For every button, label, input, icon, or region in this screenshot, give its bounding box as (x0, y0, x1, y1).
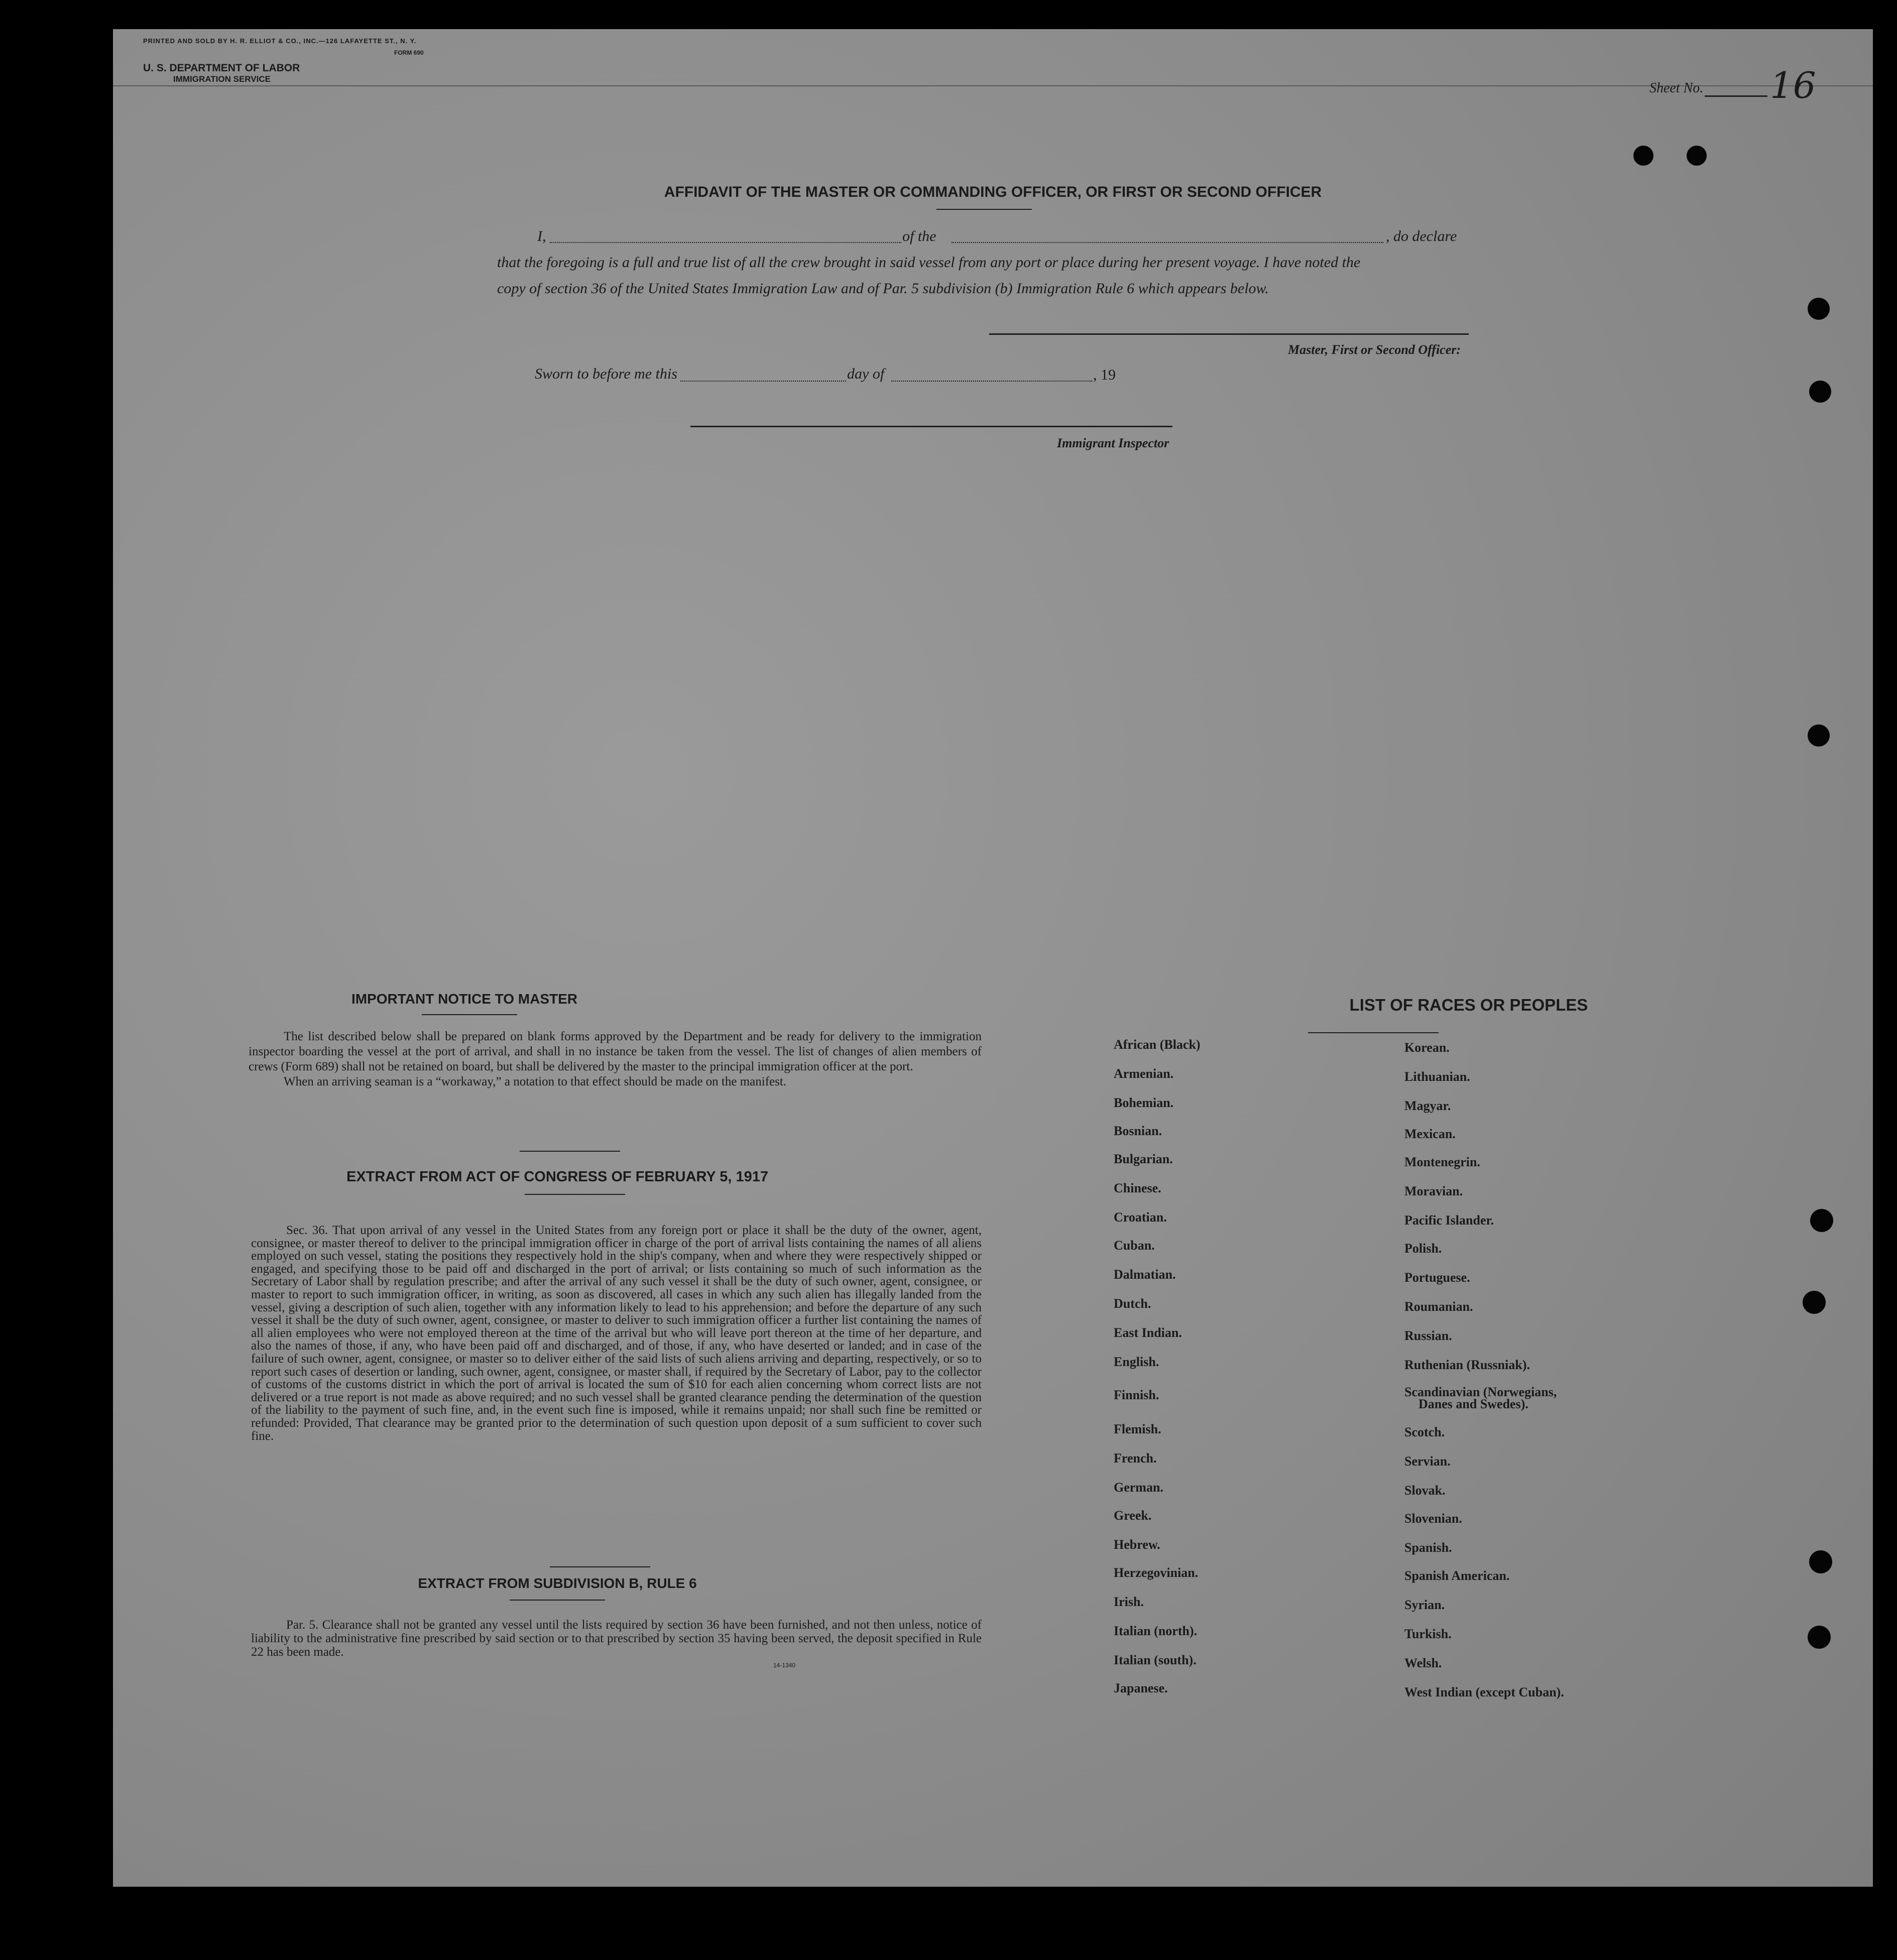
punch-hole (1808, 298, 1830, 320)
race-item: Spanish American. (1404, 1568, 1510, 1583)
race-item: Syrian. (1404, 1598, 1445, 1612)
race-item: Finnish. (1114, 1388, 1159, 1402)
header-divider (113, 85, 1873, 86)
race-item: Cuban. (1114, 1238, 1155, 1253)
race-item: Lithuanian. (1404, 1069, 1470, 1084)
officer-signature-label: Master, First or Second Officer: (1288, 342, 1461, 357)
form-number: FORM 690 (394, 49, 424, 56)
race-item: Ruthenian (Russniak). (1404, 1358, 1530, 1372)
race-item: Moravian. (1404, 1184, 1463, 1198)
punch-hole (1809, 1550, 1832, 1573)
service-name: IMMIGRATION SERVICE (173, 74, 271, 84)
race-item: Portuguese. (1404, 1270, 1470, 1285)
race-item: Herzegovinian. (1114, 1565, 1199, 1580)
sheet-label: Sheet No. (1649, 80, 1704, 96)
race-item: Servian. (1404, 1454, 1451, 1468)
race-item: Irish. (1114, 1595, 1144, 1609)
race-item: Pacific Islander. (1404, 1213, 1494, 1228)
sheet-number-line (1705, 95, 1767, 97)
race-item: Armenian. (1114, 1066, 1174, 1081)
race-item: African (Black) (1114, 1037, 1201, 1052)
race-item: Bohemian. (1114, 1095, 1174, 1110)
race-item: Croatian. (1114, 1210, 1167, 1224)
race-item: Montenegrin. (1404, 1155, 1480, 1169)
race-item: Russian. (1404, 1328, 1452, 1343)
congress-underline (525, 1194, 625, 1195)
race-item: Scandinavian (Norwegians, (1404, 1385, 1557, 1399)
inspector-signature-line (690, 426, 1172, 427)
notice-title: IMPORTANT NOTICE TO MASTER (351, 991, 578, 1007)
races-list-title: LIST OF RACES OR PEOPLES (1349, 996, 1588, 1014)
races-underline (1308, 1032, 1439, 1033)
officer-signature-line (989, 333, 1469, 335)
punch-hole (1809, 381, 1831, 403)
race-item: Korean. (1404, 1040, 1450, 1055)
race-item: West Indian (except Cuban). (1404, 1685, 1564, 1699)
race-item: Chinese. (1114, 1181, 1161, 1195)
affidavit-do-declare: , do declare (1386, 228, 1457, 244)
day-blank (680, 381, 846, 382)
notice-underline (422, 1014, 517, 1015)
race-item: Turkish. (1404, 1627, 1452, 1641)
document-page (113, 29, 1873, 1887)
punch-hole (1810, 1209, 1833, 1232)
notice-body (249, 1029, 982, 1089)
race-item: Roumanian. (1404, 1299, 1473, 1314)
race-item: Japanese. (1114, 1681, 1168, 1695)
affidavit-line-3: copy of section 36 of the United States Immigration Law and of Par. 5 subdivision (b) Immigration Rule 6 which appears below. (497, 280, 1269, 297)
notice-paragraph-1: The list described below shall be prepared on blank forms approved by the Department and be ready for delivery to the immigration inspector boarding the vessel at the port of arrival, and shall in no instance be taken from the vessel. The list of changes of alien members of crews (Form 689) shall not be retained on board, but shall be delivered by the master to the principal immigration officer at the port. (249, 1030, 982, 1073)
sheet-number-handwritten: 16 (1770, 64, 1816, 106)
year-text: , 19 (1093, 366, 1116, 383)
race-item: Greek. (1114, 1508, 1152, 1523)
race-item: Bosnian. (1114, 1124, 1162, 1138)
race-item: French. (1114, 1451, 1157, 1465)
race-item: Welsh. (1404, 1656, 1442, 1670)
affidavit-title: AFFIDAVIT OF THE MASTER OR COMMANDING OFFICER, OR FIRST OR SECOND OFFICER (664, 184, 1322, 200)
race-item: Mexican. (1404, 1127, 1456, 1141)
day-of-text: day of (847, 365, 885, 382)
month-blank (891, 381, 1092, 382)
name-blank (550, 242, 901, 243)
race-item: East Indian. (1114, 1325, 1182, 1340)
rule6-underline (510, 1600, 605, 1601)
punch-hole (1633, 146, 1653, 166)
race-item: Bulgarian. (1114, 1152, 1173, 1166)
race-item: Spanish. (1404, 1540, 1452, 1555)
race-item: Flemish. (1114, 1422, 1161, 1436)
race-item: Italian (north). (1114, 1624, 1198, 1638)
notice-paragraph-2: When an arriving seaman is a “workaway,” a notation to that effect should be made on the manifest. (284, 1075, 787, 1088)
vessel-blank (952, 242, 1383, 243)
race-item: Scotch. (1404, 1425, 1445, 1439)
affidavit-i: I, (537, 228, 546, 244)
punch-hole (1808, 724, 1830, 747)
affidavit-line-2: that the foregoing is a full and true list of all the crew brought in said vessel from any port or place during her present voyage. I have noted the (497, 254, 1361, 271)
inspector-label: Immigrant Inspector (1057, 436, 1169, 450)
punch-hole (1803, 1291, 1826, 1314)
race-item: Dutch. (1114, 1296, 1151, 1311)
race-item: Danes and Swedes). (1418, 1397, 1528, 1411)
race-item: Magyar. (1404, 1098, 1451, 1113)
punch-hole (1808, 1626, 1831, 1649)
race-item: Polish. (1404, 1241, 1442, 1256)
race-item: Italian (south). (1114, 1653, 1197, 1667)
race-item: Slovak. (1404, 1483, 1446, 1498)
race-item: Dalmatian. (1114, 1267, 1176, 1282)
race-item: German. (1114, 1480, 1163, 1495)
section-divider (550, 1566, 650, 1567)
affidavit-of-the: of the (902, 228, 936, 244)
form-code: 14-1340 (773, 1662, 796, 1669)
rule6-extract-title: EXTRACT FROM SUBDIVISION B, RULE 6 (418, 1575, 697, 1591)
title-underline (936, 209, 1032, 210)
punch-hole (1687, 146, 1707, 166)
section-36-text: Sec. 36. That upon arrival of any vessel in the United States from any foreign port or place it shall be the duty of the owner, agent, consignee, or master thereof to deliver to the principal immigration officer in charge of the port of arrival lists containing the names of all aliens employed on such vessel, stating the positions they respectively hold in the ship's company, when and where they were respectively shipped or engaged, and specifying those to be paid off and discharged in the port of arrival; or lists containing so much of such information as the Secretary of Labor shall by regulation prescribe; and after the arrival of any such vessel it shall be the duty of such owner, agent, consignee, or master to report to such immigration officer, in writing, as soon as discovered, all cases in which any such alien has illegally landed from the vessel, giving a description of such alien, together with any information likely to lead to his apprehension; and before the departure of any such vessel it shall be the duty of such owner, agent, consignee, or master to deliver to such immigration officer a further list containing the names of all alien employees who were not employed thereon at the time of the arrival but who will leave port thereon at the time of her departure, and also the names of those, if any, who have been paid off and discharged, and of those, if any, who have deserted or landed; and in case of the failure of such owner, agent, consignee, or master so to deliver either of the said lists of such aliens arriving and departing, respectively, or so to report such cases of desertion or landing, such owner, agent, consignee, or master shall, if required by the Secretary of Labor, pay to the collector of customs of the customs district in which the port of arrival is located the sum of $10 for each alien concerning whom correct lists are not delivered or a true report is not made as above required; and no such vessel shall be granted clearance pending the determination of the question of the liability to the payment of such fine, and, in the event such fine is imposed, while it remains unpaid; nor shall such fine be remitted or refunded: Provided, That clearance may be granted prior to the determination of such question upon deposit of a sum sufficient to cover such fine. (251, 1223, 982, 1443)
printer-imprint: PRINTED AND SOLD BY H. R. ELLIOT & CO., INC.—126 LAFAYETTE ST., N. Y. (143, 37, 417, 45)
race-item: Hebrew. (1114, 1537, 1160, 1552)
congress-extract-title: EXTRACT FROM ACT OF CONGRESS OF FEBRUARY 5, 1917 (346, 1169, 769, 1185)
department-name: U. S. DEPARTMENT OF LABOR (143, 62, 300, 74)
race-item: English. (1114, 1355, 1159, 1369)
sworn-text: Sworn to before me this (535, 365, 677, 382)
section-divider (520, 1151, 620, 1152)
race-item: Slovenian. (1404, 1511, 1462, 1526)
paragraph-5-text: Par. 5. Clearance shall not be granted any vessel until the lists required by section 36 have been furnished, and not then unless, notice of liability to the administrative fine prescribed by said section or to that prescribed by section 35 having been served, the deposit specified in Rule 22 has been made. (251, 1618, 982, 1659)
